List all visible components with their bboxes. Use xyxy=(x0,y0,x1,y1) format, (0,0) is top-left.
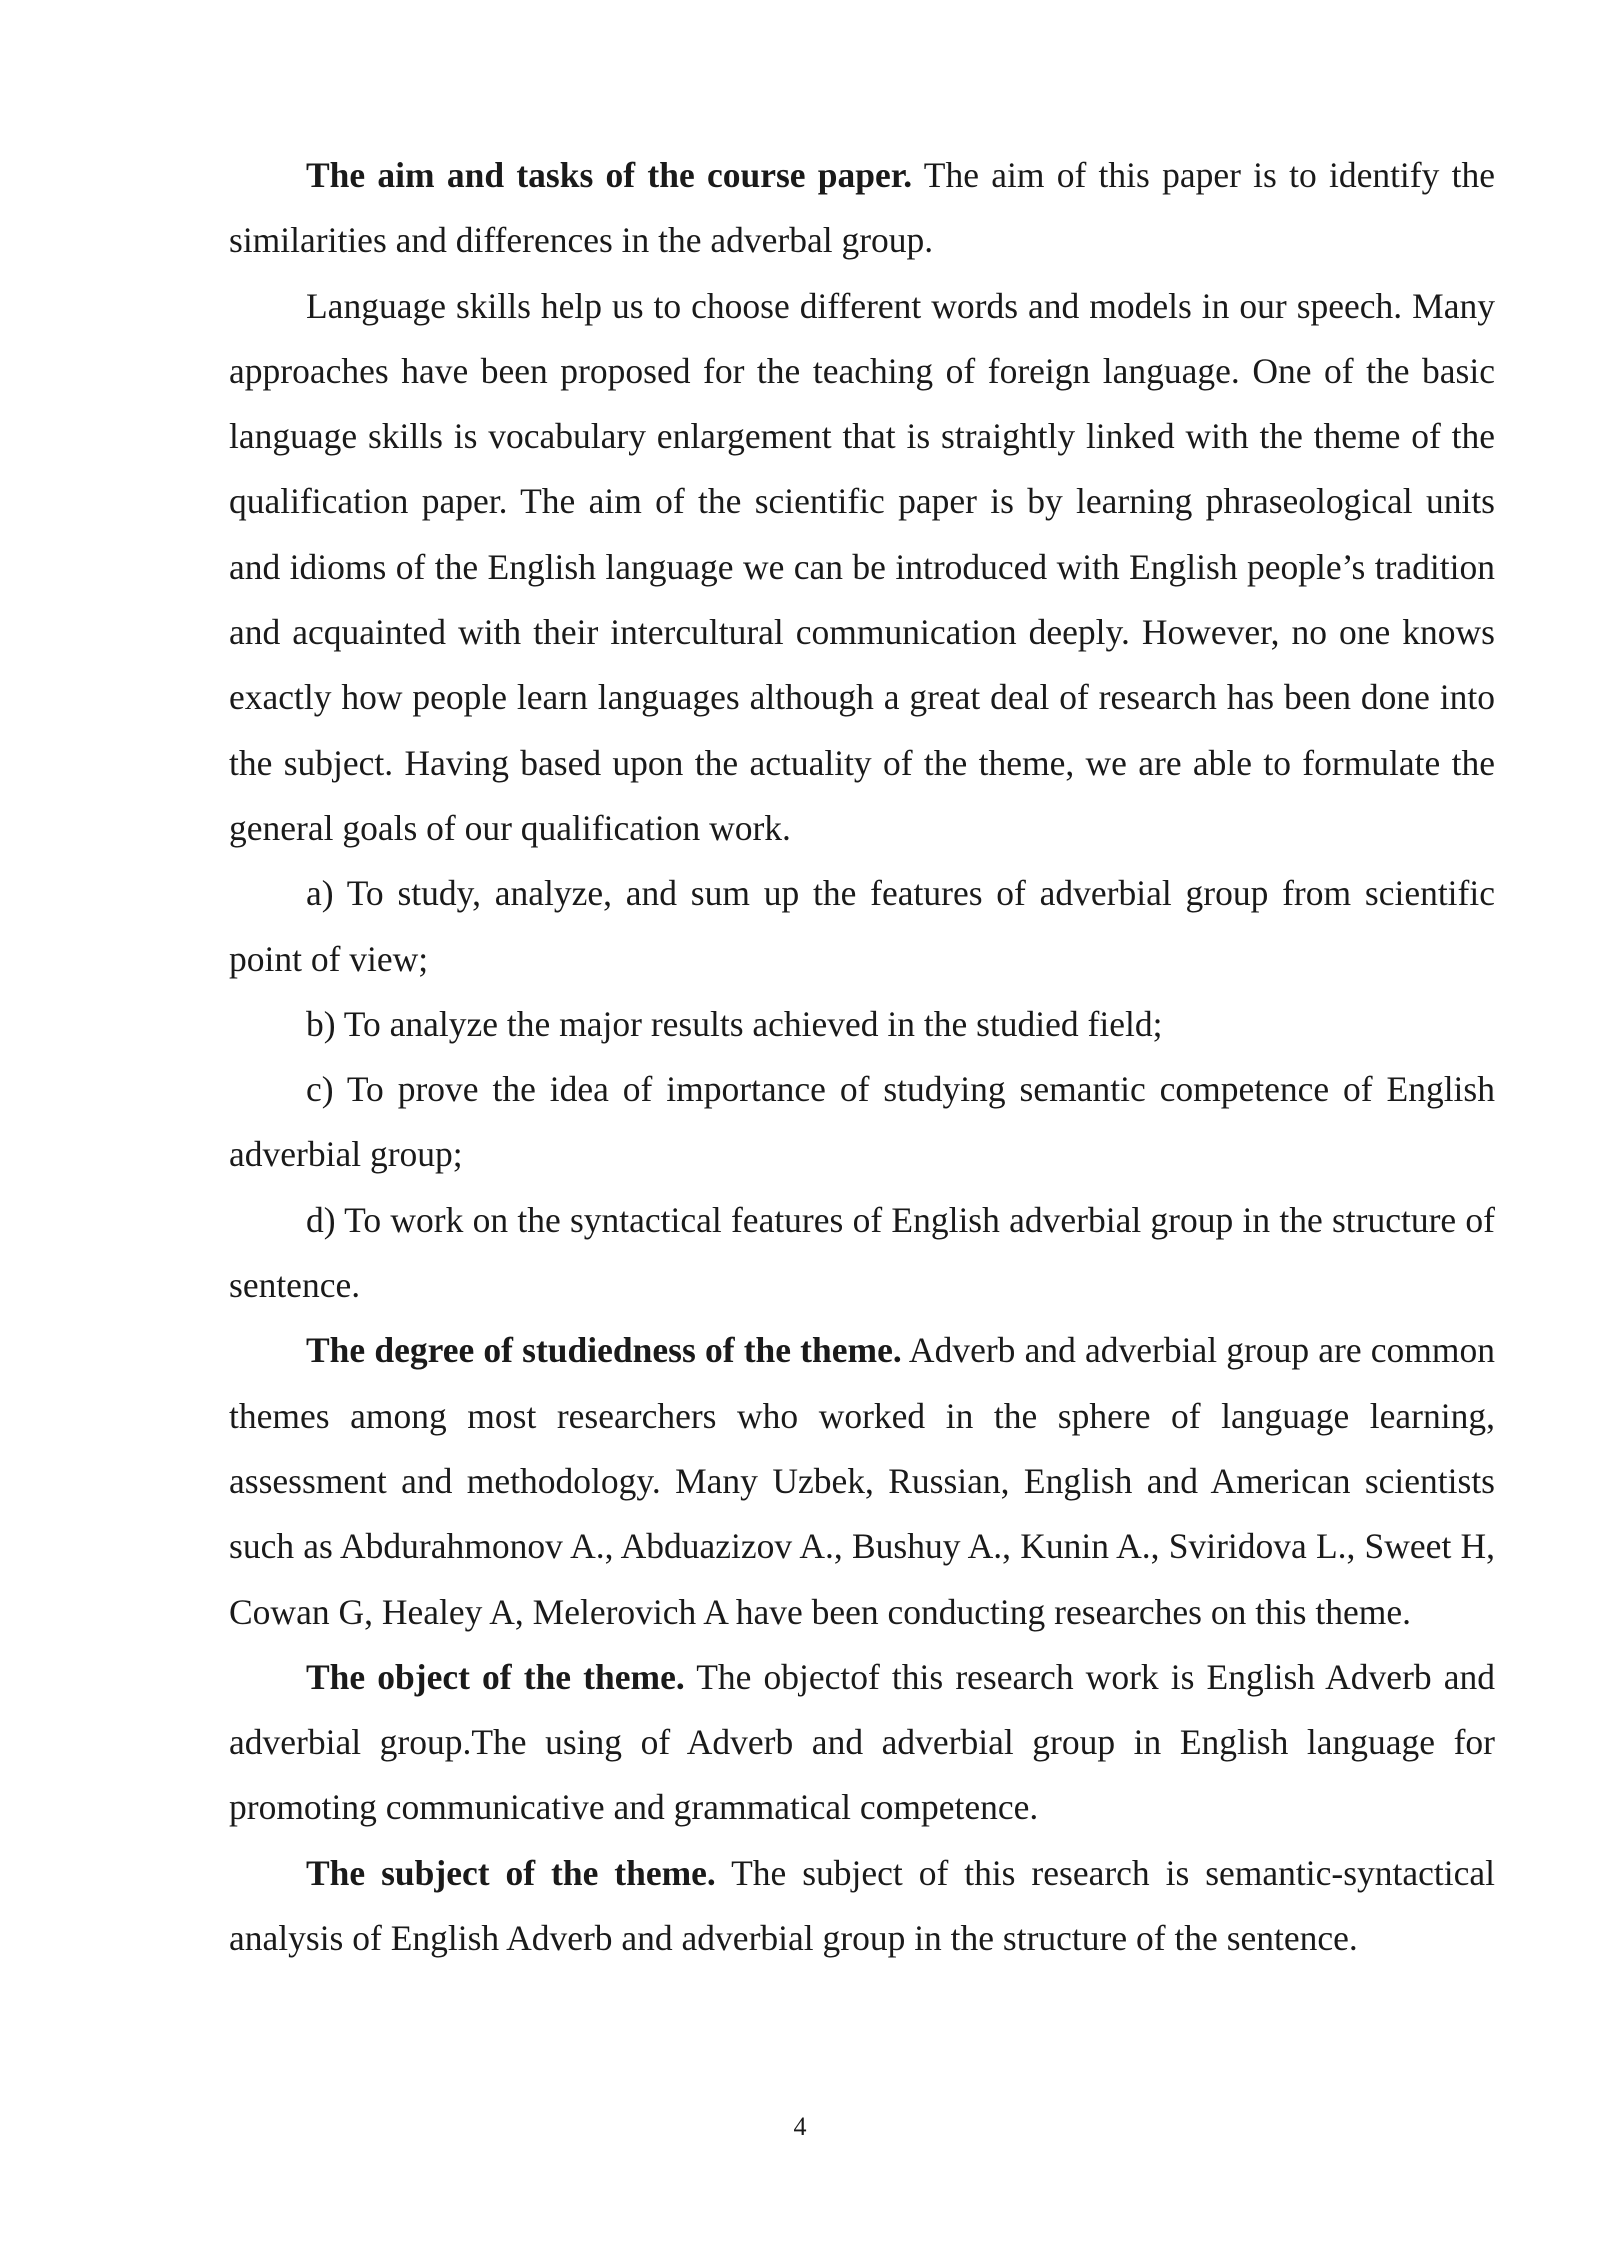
paragraph-degree-of-studiedness xyxy=(229,1318,1495,1644)
paragraph-text: The aim of this paper is to identify the similarities and differences in the adverbal group. xyxy=(229,155,1495,261)
paragraph-text: b) To analyze the major results achieved in the studied field; xyxy=(306,1003,1163,1044)
list-item-a xyxy=(229,861,1495,992)
page-number: 4 xyxy=(793,2112,807,2141)
list-item-b xyxy=(229,992,1495,1057)
paragraph-text: The objectof this research work is English Adverb and adverbial group.The using of Adverb and adverbial group in English language for promoting communicative and grammatical competence. xyxy=(229,1656,1496,1828)
paragraph-heading: The degree of studiedness of the theme. xyxy=(306,1330,902,1371)
list-item-c xyxy=(229,1057,1495,1188)
paragraph-heading: The subject of the theme. xyxy=(306,1852,716,1893)
page-body xyxy=(229,143,1495,1971)
paragraph-text: d) To work on the syntactical features of English adverbial group in the structure of sentence. xyxy=(229,1199,1495,1306)
paragraph-text: Language skills help us to choose different words and models in our speech. Many approaches have been proposed for the teaching of foreign language. One of the basic language skills is vocabulary enlargement that is straightly linked with the theme of the qualification paper. The aim of the scientific paper is by learning phraseological units and idioms of the English language we can be introduced with English people’s tradition and acquainted with their intercultural communication deeply. However, no one knows exactly how people learn languages although a great deal of research has been done into the subject. Having based upon the actuality of the theme, we are able to formulate the general goals of our qualification work. xyxy=(229,285,1495,848)
paragraph-text: Adverb and adverbial group are common themes among most researchers who worked in the sphere of language learning, assessment and methodology. Many Uzbek, Russian, English and American scientists such as Abdurahmonov A., Abduazizov A., Bushuy A., Kunin A., Sviridova L., Sweet H, Cowan G, Healey A, Melerovich A have been conducting researches on this theme. xyxy=(229,1330,1495,1632)
paragraph-subject-of-theme xyxy=(229,1841,1495,1972)
paragraph-text: c) To prove the idea of importance of studying semantic competence of English adverbial group; xyxy=(229,1069,1495,1175)
paragraph-language-skills xyxy=(229,274,1495,862)
paragraph-text: The subject of this research is semantic-syntactical analysis of English Adverb and adverbial group in the structure of the sentence. xyxy=(229,1852,1495,1959)
list-item-d xyxy=(229,1188,1495,1319)
paragraph-object-of-theme xyxy=(229,1645,1495,1841)
paragraph-heading: The aim and tasks of the course paper. xyxy=(306,155,913,195)
paragraph-aim-and-tasks xyxy=(229,143,1495,274)
paragraph-heading: The object of the theme. xyxy=(306,1656,685,1697)
paragraph-text: a) To study, analyze, and sum up the features of adverbial group from scientific point of view; xyxy=(229,873,1495,979)
